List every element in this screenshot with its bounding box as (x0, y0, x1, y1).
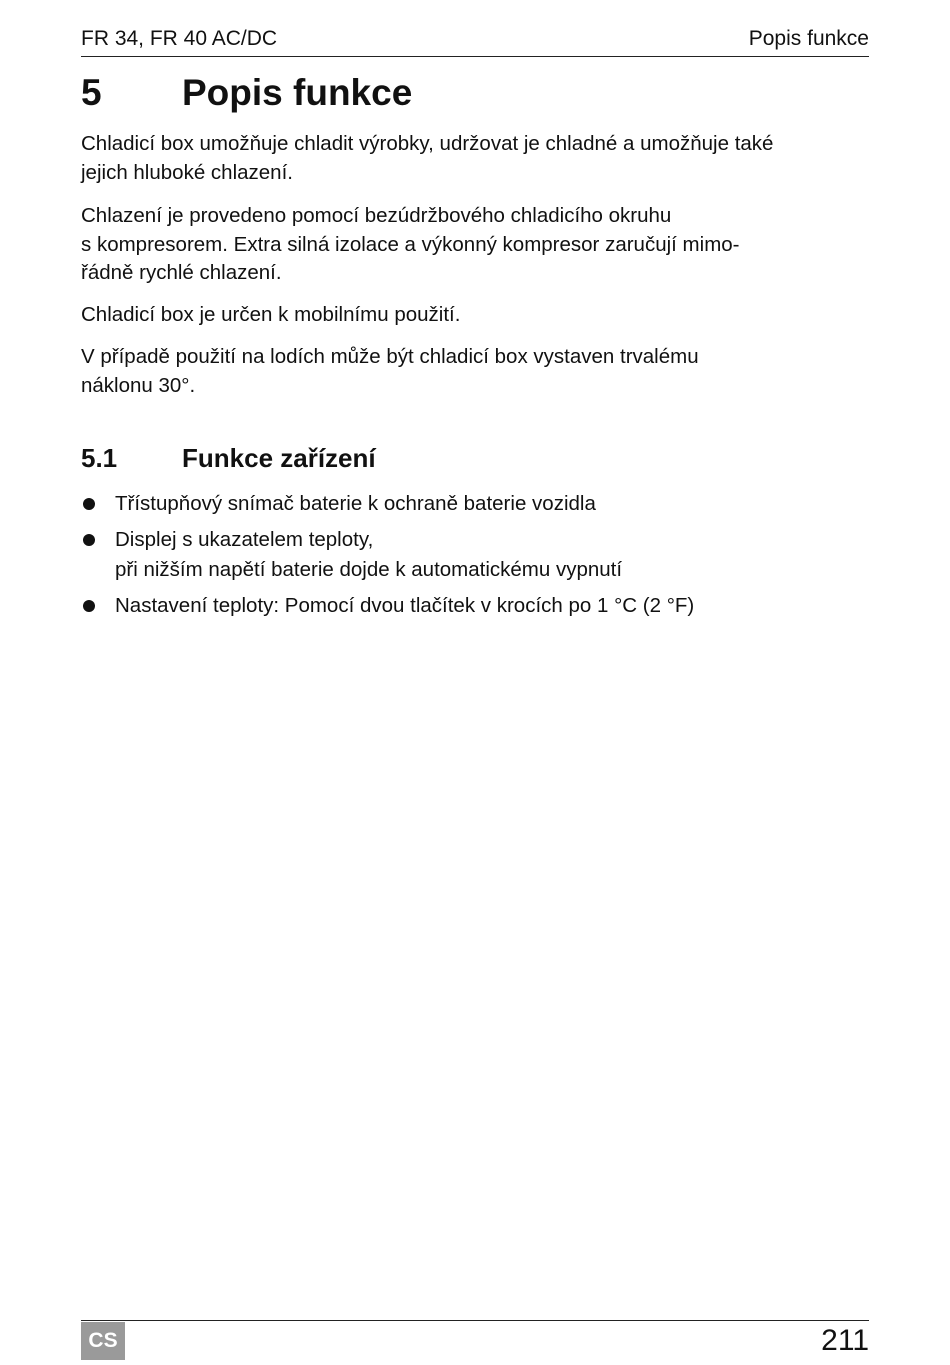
paragraph-line: jejich hluboké chlazení. (81, 160, 293, 184)
section-title: Funkce zařízení (182, 443, 376, 473)
chapter-title: Popis funkce (182, 72, 413, 113)
paragraph-3 (81, 301, 871, 330)
paragraph-2 (81, 202, 871, 288)
bullet-icon (83, 600, 95, 612)
header-divider (81, 56, 869, 57)
list-item-text: Nastavení teploty: Pomocí dvou tlačítek v krocích po 1 °C (2 °F) (115, 594, 695, 617)
bullet-icon (83, 534, 95, 546)
running-header-section: Popis funkce (748, 27, 869, 50)
paragraph-line: řádně rychlé chlazení. (81, 261, 282, 284)
paragraph-1 (81, 130, 871, 187)
chapter-number: 5 (81, 72, 102, 113)
section-number: 5.1 (81, 443, 118, 473)
paragraph-line: náklonu 30°. (81, 373, 196, 397)
feature-list (81, 489, 871, 627)
paragraph-line: Chladicí box je určen k mobilnímu použití. (81, 303, 461, 326)
list-item (81, 489, 871, 519)
language-tab: CS (81, 1322, 125, 1360)
paragraph-line: s kompresorem. Extra silná izolace a výkonný kompresor zaručují mimo- (81, 232, 740, 256)
paragraph-4 (81, 343, 871, 400)
paragraph-line: V případě použití na lodích může být chladicí box vystaven trvalému (81, 345, 699, 368)
bullet-icon (83, 498, 95, 510)
list-item-text: Třístupňový snímač baterie k ochraně baterie vozidla (115, 492, 596, 515)
list-item-text: Displej s ukazatelem teploty, (115, 528, 374, 551)
paragraph-line: Chlazení je provedeno pomocí bezúdržbového chladicího okruhu (81, 204, 672, 227)
list-item (81, 591, 871, 621)
running-header-model: FR 34, FR 40 AC/DC (81, 27, 278, 50)
page-number: 211 (821, 1324, 869, 1357)
list-item-text: při nižším napětí baterie dojde k automatickému vypnutí (115, 558, 623, 581)
paragraph-line: Chladicí box umožňuje chladit výrobky, udržovat je chladné a umožňuje také (81, 132, 774, 155)
list-item (81, 525, 871, 585)
footer-divider (81, 1320, 869, 1321)
